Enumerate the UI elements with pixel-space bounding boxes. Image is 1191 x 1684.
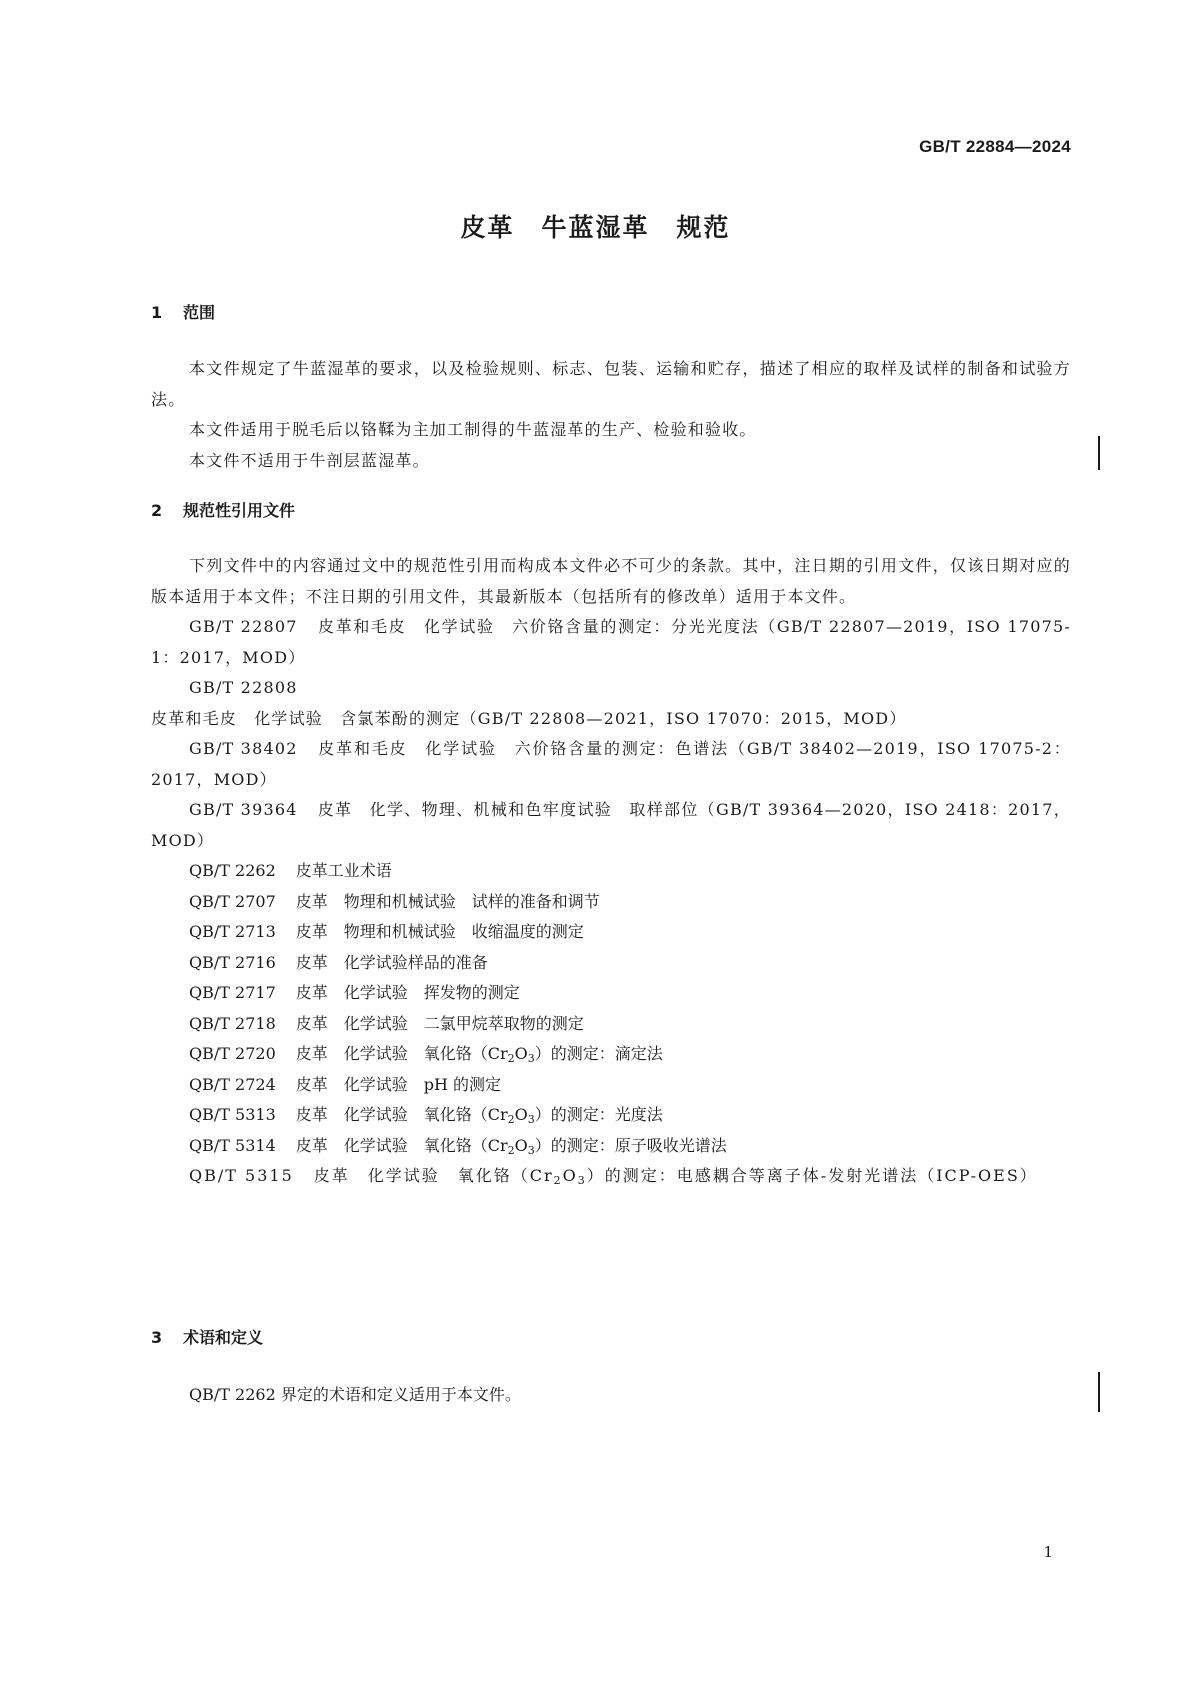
reference-code: QB/T 2707 xyxy=(189,891,276,911)
reference-title: 皮革 化学试验 pH 的测定 xyxy=(295,1074,502,1094)
reference-code: QB/T 2713 xyxy=(189,922,276,941)
change-bar xyxy=(1098,1372,1100,1412)
reference-code: QB/T 2718 xyxy=(189,1013,276,1033)
paragraph: 本文件不适用于牛剖层蓝湿革。 xyxy=(189,450,430,470)
section-1-body xyxy=(151,354,1071,476)
section-3-heading xyxy=(151,1325,263,1348)
section-number: 2 xyxy=(151,501,163,520)
reference-title: 皮革和毛皮 化学试验 含氯苯酚的测定（GB/T 22808—2021，ISO 17070：2015，MOD） xyxy=(151,708,907,728)
reference-code: QB/T 5315 xyxy=(189,1166,294,1185)
section-title: 术语和定义 xyxy=(183,1328,264,1347)
doc-code: GB/T 22884—2024 xyxy=(919,137,1071,156)
reference-item xyxy=(151,1070,1071,1101)
reference-item xyxy=(151,917,1071,948)
reference-item xyxy=(151,1131,1071,1162)
reference-code: QB/T 2724 xyxy=(189,1074,276,1094)
reference-code: QB/T 2720 xyxy=(189,1044,276,1063)
reference-item xyxy=(151,795,1071,856)
paragraph: 本文件规定了牛蓝湿革的要求，以及检验规则、标志、包装、运输和贮存，描述了相应的取样及试样的制备和试验方法。 xyxy=(151,359,1071,409)
reference-title: 皮革 物理和机械试验 收缩温度的测定 xyxy=(295,922,584,941)
reference-title: 皮革 化学试验 氧化铬$(Cr_2O_3)$的测定：电感耦合等离子体-发射光谱法（ICP-OES） xyxy=(313,1166,1038,1187)
reference-title: 皮革和毛皮 化学试验 六价铬含量的测定：分光光度法（GB/T 22807—2019，ISO 17075-1：2017，MOD） xyxy=(151,617,1071,667)
change-bar xyxy=(1098,436,1100,470)
section-1-heading xyxy=(151,300,215,323)
section-number: 3 xyxy=(151,1328,163,1347)
reference-item xyxy=(151,612,1071,673)
reference-code: GB/T 22808 xyxy=(189,678,298,697)
reference-title: 皮革工业术语 xyxy=(295,861,392,880)
reference-code: QB/T 2262 xyxy=(189,861,276,880)
reference-code: QB/T 5314 xyxy=(189,1135,276,1155)
document-title: 皮革 牛蓝湿革 规范 xyxy=(460,213,731,242)
section-2-heading xyxy=(151,498,295,521)
reference-code: GB/T 22807 xyxy=(189,617,298,636)
reference-item xyxy=(151,1009,1071,1040)
reference-item xyxy=(151,1100,1071,1131)
paragraph: QB/T 2262 界定的术语和定义适用于本文件。 xyxy=(189,1385,521,1404)
reference-code: GB/T 39364 xyxy=(189,800,298,819)
reference-title: 皮革 化学试验 氧化铬$(Cr_2O_3)$的测定：原子吸收光谱法 xyxy=(295,1135,727,1157)
reference-item xyxy=(151,887,1071,918)
paragraph: 下列文件中的内容通过文中的规范性引用而构成本文件必不可少的条款。其中，注日期的引用文件，仅该日期对应的版本适用于本文件；不注日期的引用文件，其最新版本（包括所有的修改单）适用于本文件。 xyxy=(151,556,1071,606)
reference-item xyxy=(151,978,1071,1009)
section-3-body xyxy=(151,1380,1071,1411)
reference-item xyxy=(151,856,1071,887)
reference-title: 皮革 化学、物理、机械和色牢度试验 取样部位（GB/T 39364—2020，ISO 2418：2017，MOD） xyxy=(151,800,1071,850)
reference-item xyxy=(151,673,1071,734)
paragraph: 本文件适用于脱毛后以铬鞣为主加工制得的牛蓝湿革的生产、检验和验收。 xyxy=(189,420,757,439)
section-title: 规范性引用文件 xyxy=(183,501,296,520)
section-number: 1 xyxy=(151,303,163,322)
reference-code: QB/T 5313 xyxy=(189,1105,276,1124)
reference-title: 皮革 化学试验 挥发物的测定 xyxy=(295,983,520,1002)
reference-title: 皮革和毛皮 化学试验 六价铬含量的测定：色谱法（GB/T 38402—2019，ISO 17075-2：2017，MOD） xyxy=(151,739,1071,789)
reference-item xyxy=(151,1039,1071,1070)
reference-item xyxy=(151,734,1071,795)
reference-title: 皮革 物理和机械试验 试样的准备和调节 xyxy=(295,891,600,911)
section-2-body xyxy=(151,551,1071,1192)
section-title: 范围 xyxy=(183,303,216,322)
reference-code: QB/T 2716 xyxy=(189,952,276,972)
reference-code: QB/T 2717 xyxy=(189,983,276,1002)
reference-item xyxy=(151,948,1071,979)
reference-title: 皮革 化学试验样品的准备 xyxy=(295,952,488,972)
reference-title: 皮革 化学试验 氧化铬$(Cr_2O_3)$的测定：光度法 xyxy=(295,1105,663,1126)
page-number: 1 xyxy=(1043,1543,1053,1561)
reference-code: GB/T 38402 xyxy=(189,739,298,758)
reference-title: 皮革 化学试验 氧化铬$(Cr_2O_3)$的测定：滴定法 xyxy=(295,1044,663,1065)
reference-item xyxy=(151,1161,1071,1192)
reference-title: 皮革 化学试验 二氯甲烷萃取物的测定 xyxy=(295,1013,584,1033)
